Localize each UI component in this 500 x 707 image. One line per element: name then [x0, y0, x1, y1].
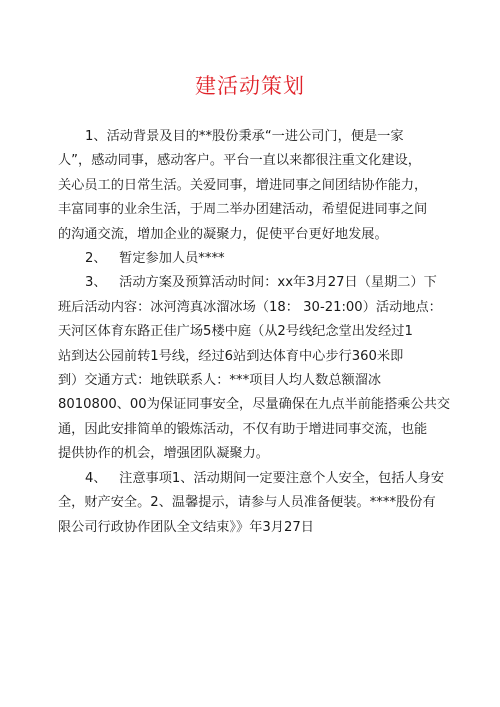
- document-body: [58, 125, 451, 540]
- text-line: 关心员工的日常生活。关爱同事，增进同事之间团结协作能力，: [58, 177, 428, 193]
- paragraph-plan-budget: [58, 271, 451, 466]
- paragraph-background: [58, 125, 448, 247]
- paragraph-notes: [58, 467, 448, 540]
- text-line: 通，因此安排简单的锻炼活动，不仅有助于增进同事交流，也能: [58, 421, 428, 437]
- text-line: 站到达公园前转1号线，经过6站到达体育中心步行360米即: [58, 348, 404, 364]
- text-line: 天河区体育东路正佳广场5楼中庭（从2号线纪念堂出发经过1: [58, 324, 413, 340]
- text-line: 全，财产安全。2、温馨提示，请参与人员准备便装。****股份有: [58, 495, 436, 511]
- text-line: 的沟通交流，增加企业的凝聚力，促使平台更好地发展。: [58, 226, 388, 242]
- text-line: 人”，感动同事，感动客户。平台一直以来都很注重文化建设，: [58, 153, 421, 169]
- text-line: 提供协作的机会，增强团队凝聚力。: [58, 446, 269, 462]
- document-title: 建活动策划: [195, 74, 305, 98]
- text-line: 1、活动背景及目的**股份秉承“一进公司门，便是一家: [85, 129, 404, 144]
- text-line: 8010800、00为保证同事安全，尽量确保在九点半前能搭乘公共交: [58, 397, 451, 413]
- text-line: 限公司行政协作团队全文结束》》年3月27日: [58, 519, 314, 535]
- text-line: 2、 暂定参加人员****: [85, 251, 225, 267]
- text-line: 3、 活动方案及预算活动时间：xx年3月27日（星期二）下: [85, 275, 437, 291]
- text-line: 4、 注意事项1、活动期间一定要注意个人安全，包括人身安: [85, 470, 445, 486]
- paragraph-participants: [58, 247, 448, 271]
- text-line: 班后活动内容：冰河湾真冰溜冰场（18： 30-21:00）活动地点：: [58, 299, 442, 315]
- text-line: 丰富同事的业余生活，于周二举办团建活动，希望促进同事之间: [58, 202, 428, 218]
- text-line: 到）交通方式：地铁联系人：***项目人均人数总额溜冰: [58, 373, 382, 389]
